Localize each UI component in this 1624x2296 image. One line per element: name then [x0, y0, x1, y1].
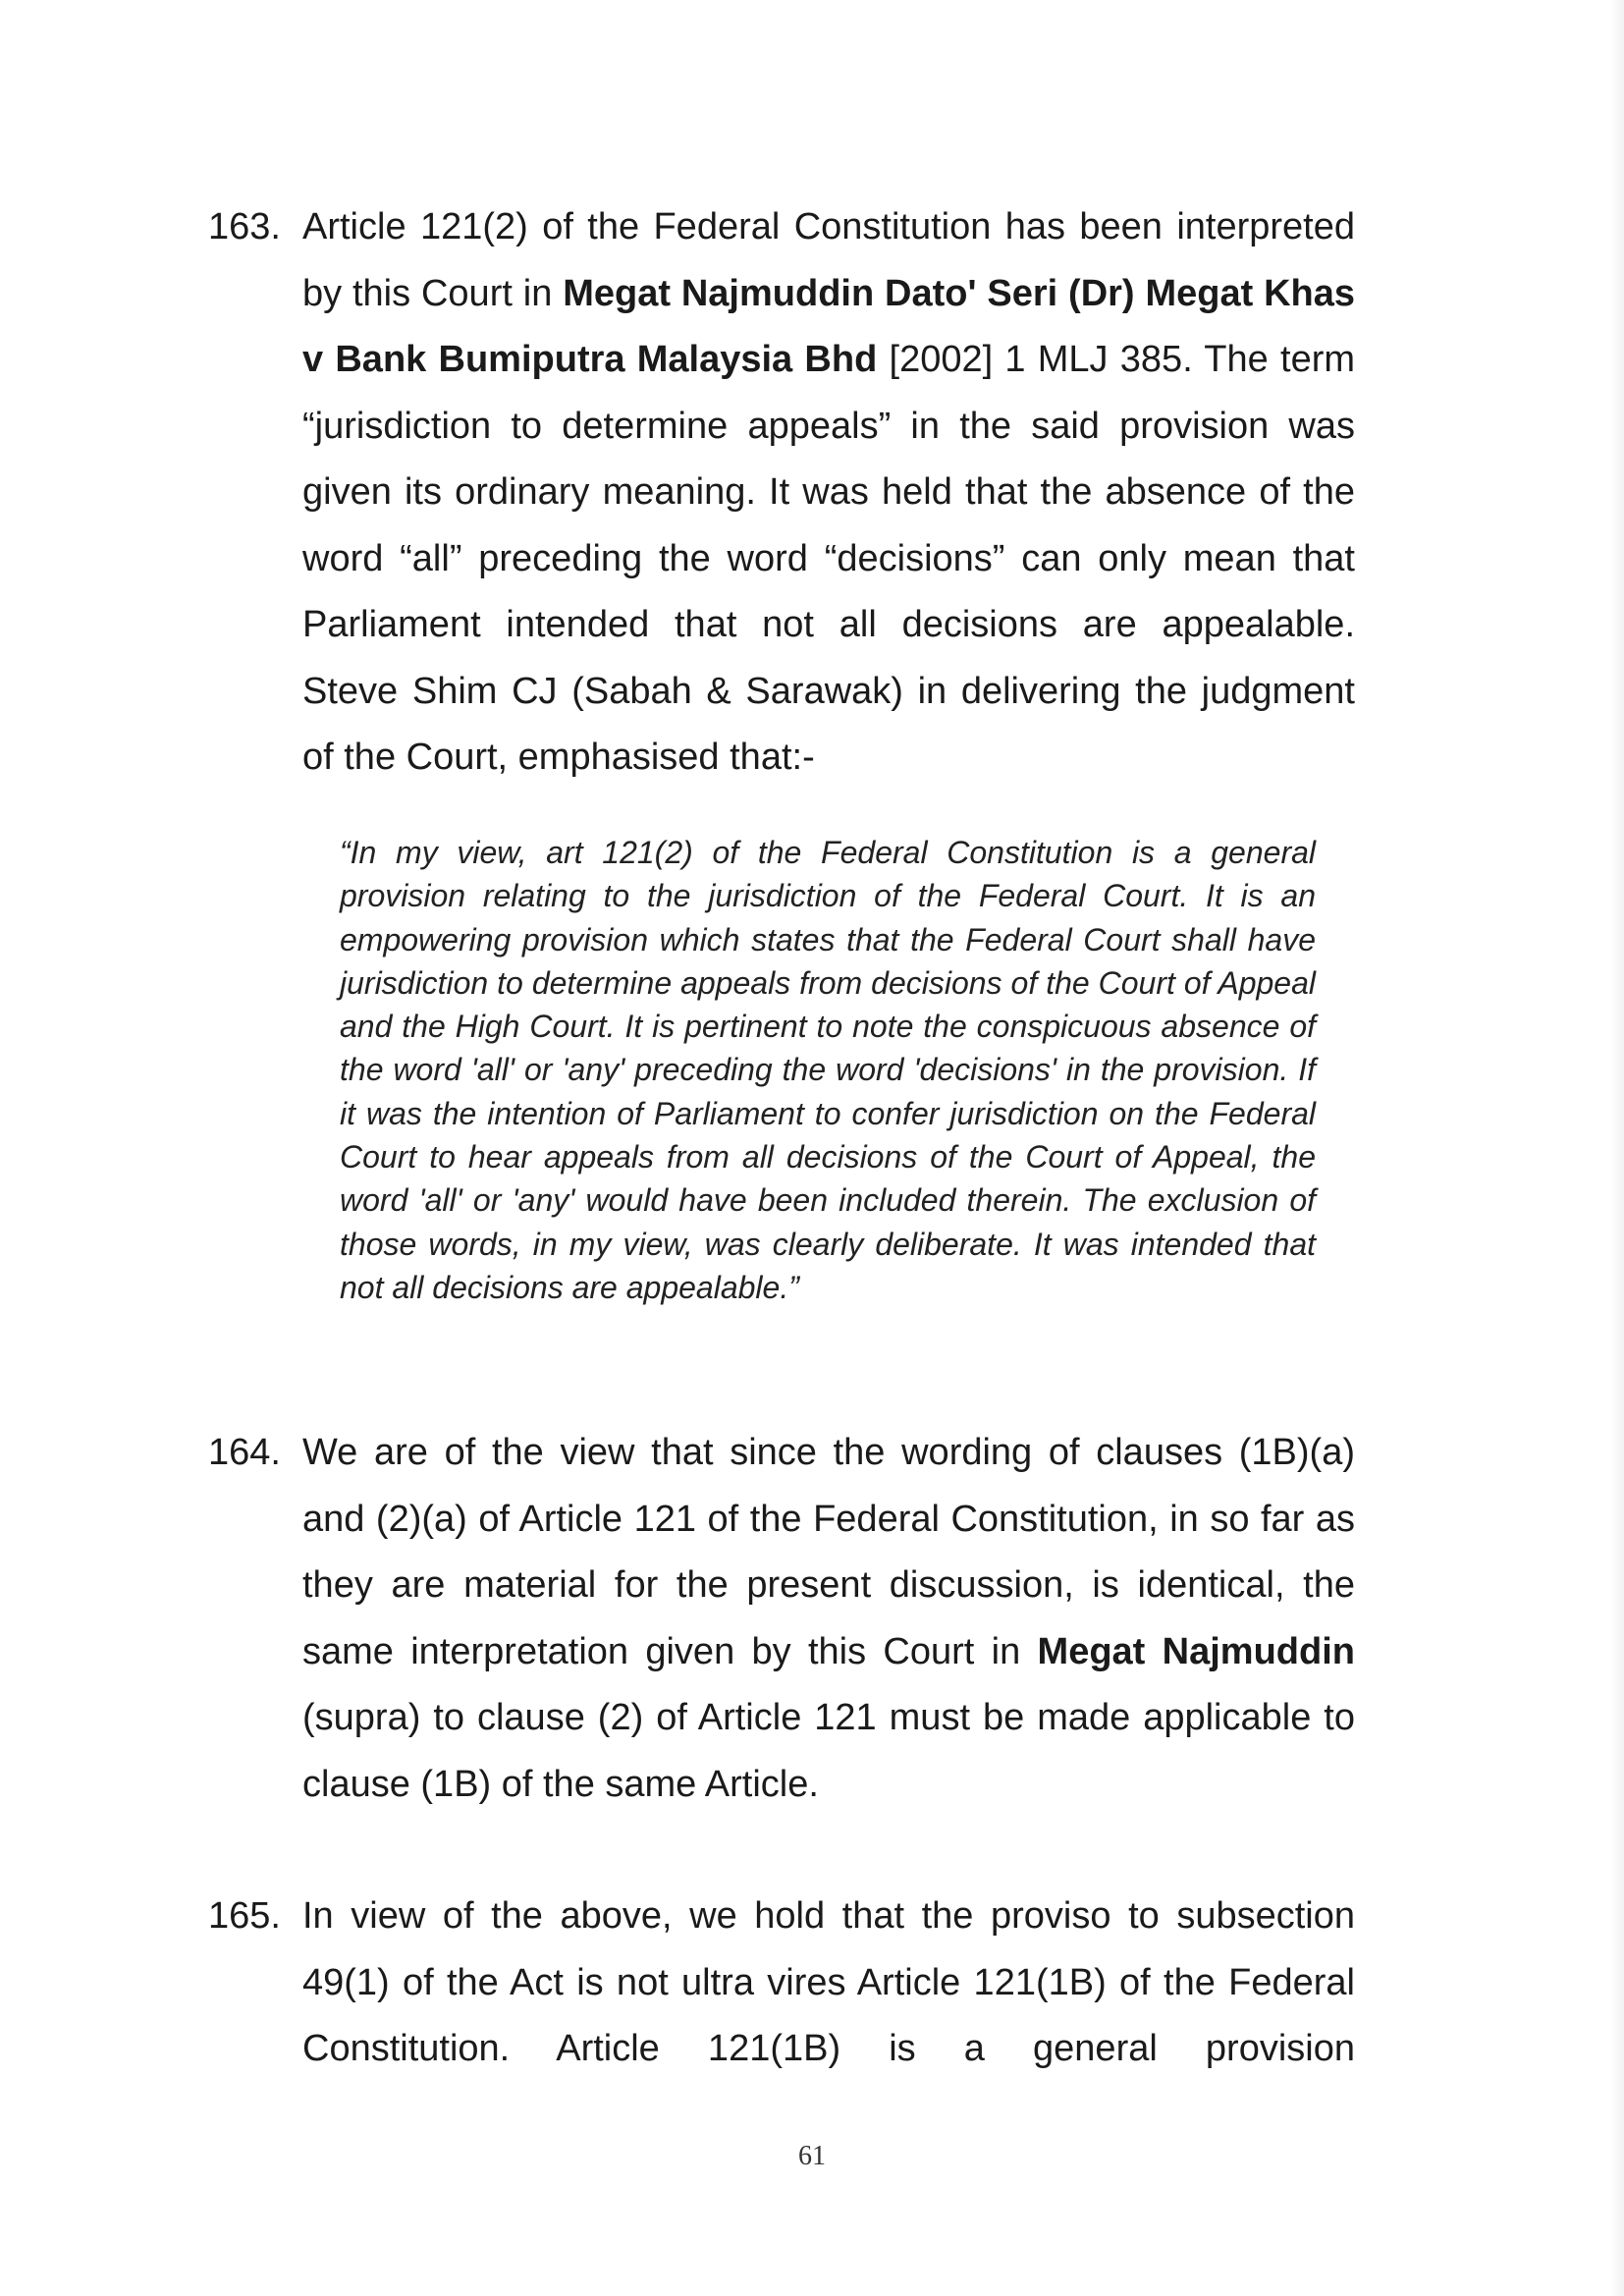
text-run: [2002] 1 MLJ 385. The term “jurisdiction to determine appeals” in the said provision was given its ordinary meaning. It was held that the absence of the word “all” preceding the word “decisions” can only mean that Parliament intended that not all decisions are appealable. Steve Shim CJ (Sabah & Sarawak) in delivering the judgment of the Court, emphasised that:- — [302, 339, 1356, 778]
case-citation: Megat Najmuddin — [1037, 1630, 1355, 1672]
text-run: We are of the view that since the wording of clauses (1B)(a) and (2)(a) of Article 121 of the Federal Constitution, in so far as they are material for the present discussion, is identical, the same interpretation given by this Court in — [302, 1432, 1355, 1672]
text-run: (supra) to clause (2) of Article 121 must be made applicable to clause (1B) of the same Article. — [302, 1697, 1355, 1805]
text-run: Article 121(2) of the Federal Constitution has been interpreted by this Court in — [302, 206, 1355, 314]
case-citation: Megat Najmuddin Dato' Seri (Dr) Megat Khas v Bank Bumiputra Malaysia Bhd — [302, 272, 1356, 380]
paragraph-text — [302, 194, 1355, 792]
paragraph-163 — [208, 194, 1355, 792]
paragraph-text — [302, 1420, 1355, 1818]
text-run: In view of the above, we hold that the proviso to subsection 49(1) of the Act is not ultra vires Article 121(1B) of the Federal Constitution. Article 121(1B) is a general provision — [302, 1895, 1355, 2069]
paragraph-text — [302, 1884, 1355, 2083]
scan-edge-shadow — [1610, 0, 1624, 2296]
block-quote: “In my view, art 121(2) of the Federal Constitution is a general provision relating to the jurisdiction of the Federal Court. It is an empowering provision which states that the Federal Court shall have jurisdiction to determine appeals from decisions of the Court of Appeal and the High Court. It is pertinent to note the conspicuous absence of the word 'all' or 'any' preceding the word 'decisions' in the provision. If it was the intention of Parliament to confer jurisdiction on the Federal Court to hear appeals from all decisions of the Court of Appeal, the word 'all' or 'any' would have been included therein. The exclusion of those words, in my view, was clearly deliberate. It was intended that not all decisions are appealable.” — [340, 835, 1316, 1305]
paragraph-number: 164. — [208, 1432, 281, 1473]
page-number: 61 — [798, 2141, 826, 2171]
paragraph-number: 163. — [208, 206, 281, 247]
paragraph-number: 165. — [208, 1895, 281, 1937]
paragraph-165 — [208, 1884, 1355, 2083]
paragraph-164 — [208, 1420, 1355, 1818]
